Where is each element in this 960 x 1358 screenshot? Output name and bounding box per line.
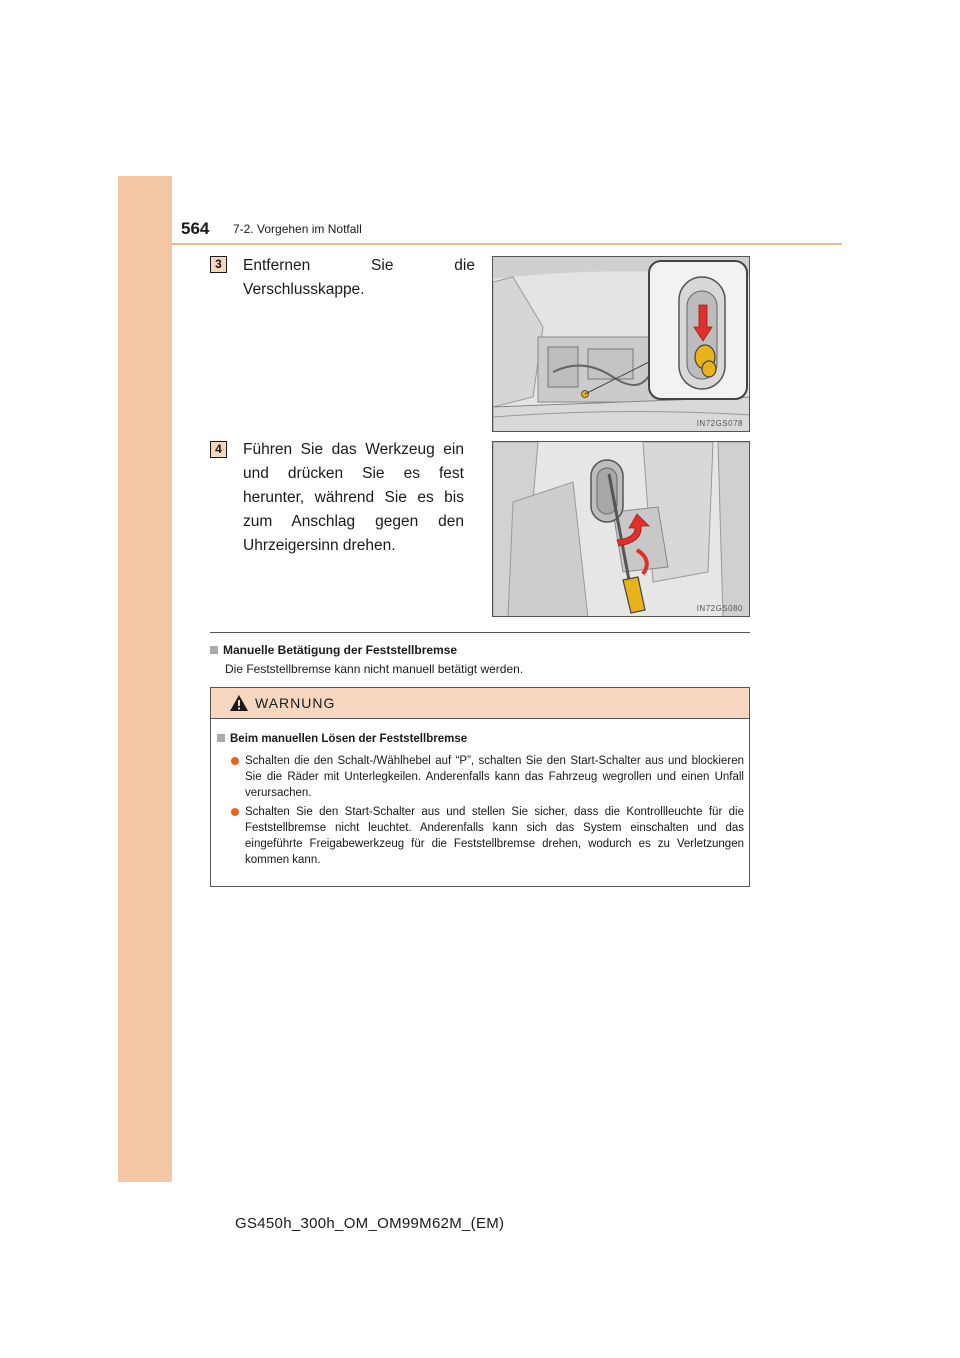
note-heading (210, 643, 457, 657)
figure-insert-tool (492, 441, 750, 617)
note-heading-text: Manuelle Betätigung der Feststellbremse (223, 643, 458, 657)
warning-triangle-icon (229, 694, 249, 712)
warning-subheading-text: Beim manuellen Lösen der Feststellbremse (230, 733, 468, 745)
square-bullet-icon (210, 646, 218, 654)
side-tab-bar (118, 176, 172, 1182)
figure-code: IN72GS078 (696, 419, 743, 428)
section-divider (210, 632, 750, 633)
warning-title: WARNUNG (255, 695, 336, 711)
note-body: Die Feststellbremse kann nicht manuell betätigt werden. (225, 662, 524, 676)
warning-item-text: Schalten Sie den Start-Schalter aus und stellen Sie sicher, dass die Kontrollleuchte für die Feststellbremse nicht leuchtet. Anderenfalls kann sich das System einschalten und das eingeführte Freigabewerkzeug für die Feststellbremse drehen, wodurch es zu Verletzungen kommen kann. (245, 806, 744, 866)
step-3-text: Entfernen Sie die Verschlusskappe. (243, 257, 475, 298)
step-3-badge: 3 (210, 256, 227, 273)
warning-subheading (217, 733, 467, 745)
page-number: 564 (181, 219, 210, 238)
bullet-dot-icon (231, 757, 239, 765)
tool-illustration (493, 442, 750, 617)
warning-box (210, 687, 750, 887)
step-4-badge: 4 (210, 441, 227, 458)
footer-code: GS450h_300h_OM_OM99M62M_(EM) (235, 1215, 505, 1232)
warning-item-text: Schalten die den Schalt-/Wählhebel auf “P”, schalten Sie den Start-Schalter aus und blockieren Sie die Räder mit Unterlegkeilen. Anderenfalls kann das Fahrzeug wegrollen und einen Unfall verursachen. (245, 755, 744, 799)
header-rule (172, 243, 842, 245)
warning-item (231, 804, 744, 868)
warning-item (231, 753, 744, 801)
warning-header (211, 688, 749, 719)
figure-remove-cap (492, 256, 750, 432)
section-title: 7-2. Vorgehen im Notfall (233, 222, 362, 236)
figure-code: IN72GS080 (696, 604, 743, 613)
bullet-dot-icon (231, 808, 239, 816)
step-4-text: Führen Sie das Werkzeug ein und drücken Sie es fest herunter, während Sie es bis zum Anschlag gegen den Uhrzeigersinn drehen. (243, 441, 464, 554)
trunk-illustration (493, 257, 750, 432)
square-bullet-icon (217, 734, 225, 742)
